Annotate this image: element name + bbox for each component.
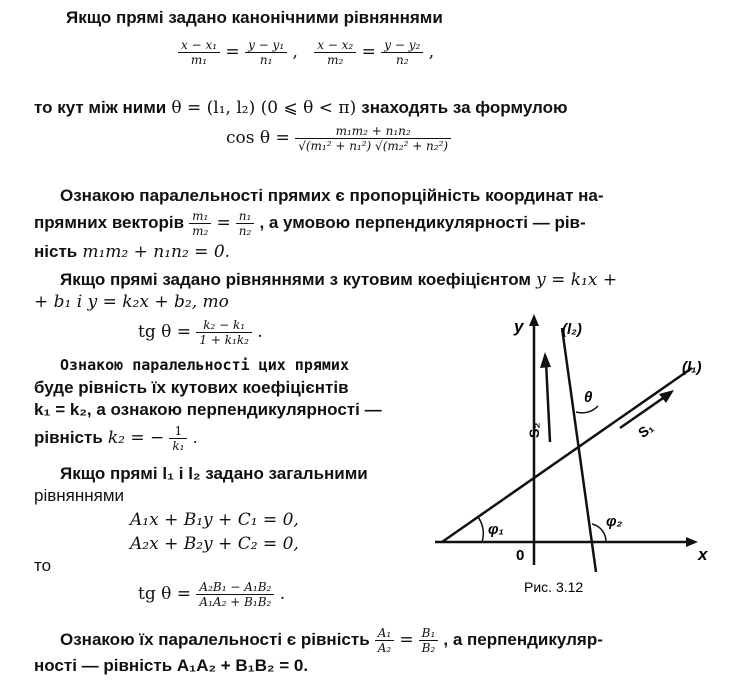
slope-parallel-line1: Ознакою паралельності цих прямих <box>60 356 349 374</box>
x-label: x <box>698 545 708 564</box>
frac-y2: $\frac{\text{y − y₂}}{\text{n₂}}$ <box>381 38 423 67</box>
cos-formula: cos θ = $\frac{\text{m₁m₂ + n₁n₂}}{\text{√(m₁² + n₁²) √(m₂² + n₂²)}}$ <box>226 124 451 153</box>
tg-slope-formula: tg θ = $\frac{\text{k₂ − k₁}}{\text{1 + k₁k₂}}$ . <box>138 318 263 347</box>
frac-B: $\frac{\text{B₁}}{\text{B₂}}$ <box>419 626 439 655</box>
slope-parallel-line2: буде рівність їх кутових коефіцієнтів <box>34 378 349 397</box>
intro-canonical: Якщо прямі задано канонічними рівняннями <box>66 8 443 27</box>
canonical-equations: $\frac{\text{x − x₁}}{\text{m₁}}$ = $\frac{\text{y − y₁}}{\text{n₁}}$ , $\frac{\text{x − x₂}}{\text{m₂}}$ = $\frac{\text{y − y₂}}{\text{n₂}}$ , <box>178 38 434 67</box>
parallel-condition-line2: прямних векторів $\frac{\text{m₁}}{\text{m₂}}$ = $\frac{\text{n₁}}{\text{n₂}}$ , а умовою перпендикулярності — рів- <box>34 209 586 238</box>
general-equation-2: A₂x + B₂y + C₂ = 0, <box>130 534 299 554</box>
perpendicular-condition: ність m₁m₂ + n₁n₂ = 0. <box>34 242 231 262</box>
vector-s1-arrow <box>659 390 674 403</box>
line-l1 <box>442 368 692 542</box>
general-parallel-line2: ності — рівність A₁A₂ + B₁B₂ = 0. <box>34 656 309 675</box>
angle-phi2-arc <box>592 524 606 542</box>
frac-A: $\frac{\text{A₁}}{\text{A₂}}$ <box>375 626 394 655</box>
y-label: y <box>514 317 524 336</box>
s2-label: S₂ <box>526 422 542 438</box>
figure-3-12 <box>430 310 720 605</box>
slope-intro-line2: + b₁ і y = k₂x + b₂, то <box>34 292 229 312</box>
tg-general-fraction: $\frac{\text{A₂B₁ − A₁B₂}}{\text{A₁A₂ + B₁B₂}}$ <box>196 580 274 609</box>
angle-phi1-arc <box>478 517 483 542</box>
s1-label: S₁ <box>635 419 657 441</box>
general-parallel-line1: Ознакою їх паралельності є рівність $\frac{\text{A₁}}{\text{A₂}}$ = $\frac{\text{B₁}}{\text{B₂}}$ , а перпендикуляр- <box>60 626 603 655</box>
frac-x1: $\frac{\text{x − x₁}}{\text{m₁}}$ <box>178 38 220 67</box>
frac-m: $\frac{\text{m₁}}{\text{m₂}}$ <box>189 209 211 238</box>
x-axis-arrow <box>686 537 698 547</box>
phi2-label: φ₂ <box>606 513 623 530</box>
parallel-condition-line1: Ознакою паралельності прямих є пропорційність координат на- <box>60 186 604 205</box>
angle-theta-arc <box>576 406 598 413</box>
line-l2 <box>562 328 596 572</box>
frac-one-over-k1: $\frac{1}{\text{k₁}}$ <box>169 424 187 453</box>
general-intro-line2: рівняннями <box>34 486 125 505</box>
general-intro-line1: Якщо прямі l₁ і l₂ задано загальними <box>60 464 368 483</box>
angle-line: то кут між ними θ = (l₁, l₂) (0 ⩽ θ < π) знаходять за формулою <box>34 98 568 118</box>
slope-intro-line1: Якщо прямі задано рівняннями з кутовим коефіцієнтом y = k₁x + <box>60 270 618 290</box>
figure-caption: Рис. 3.12 <box>524 579 584 595</box>
slope-parallel-line3: k₁ = k₂, а ознакою перпендикулярності — <box>34 400 382 419</box>
tg-slope-fraction: $\frac{\text{k₂ − k₁}}{\text{1 + k₁k₂}}$ <box>196 318 251 347</box>
phi1-label: φ₁ <box>488 521 504 538</box>
tg-general-formula: tg θ = $\frac{\text{A₂B₁ − A₁B₂}}{\text{A₁A₂ + B₁B₂}}$ . <box>138 580 286 609</box>
slope-perpendicular: рівність k₂ = − $\frac{1}{\text{k₁}}$ . <box>34 424 198 453</box>
origin-label: 0 <box>516 547 525 564</box>
frac-n: $\frac{\text{n₁}}{\text{n₂}}$ <box>236 209 255 238</box>
frac-y1: $\frac{\text{y − y₁}}{\text{n₁}}$ <box>245 38 287 67</box>
y-axis-arrow <box>529 314 539 326</box>
l1-label: (l₁) <box>682 359 702 376</box>
to-word: то <box>34 556 52 575</box>
theta-label: θ <box>584 389 593 406</box>
cos-fraction: $\frac{\text{m₁m₂ + n₁n₂}}{\text{√(m₁² + n₁²) √(m₂² + n₂²)}}$ <box>295 124 451 153</box>
general-equation-1: A₁x + B₁y + C₁ = 0, <box>130 510 299 530</box>
vector-s2-arrow <box>540 352 551 368</box>
l2-label: (l₂) <box>562 321 582 338</box>
vector-s2 <box>546 362 550 442</box>
frac-x2: $\frac{\text{x − x₂}}{\text{m₂}}$ <box>314 38 356 67</box>
